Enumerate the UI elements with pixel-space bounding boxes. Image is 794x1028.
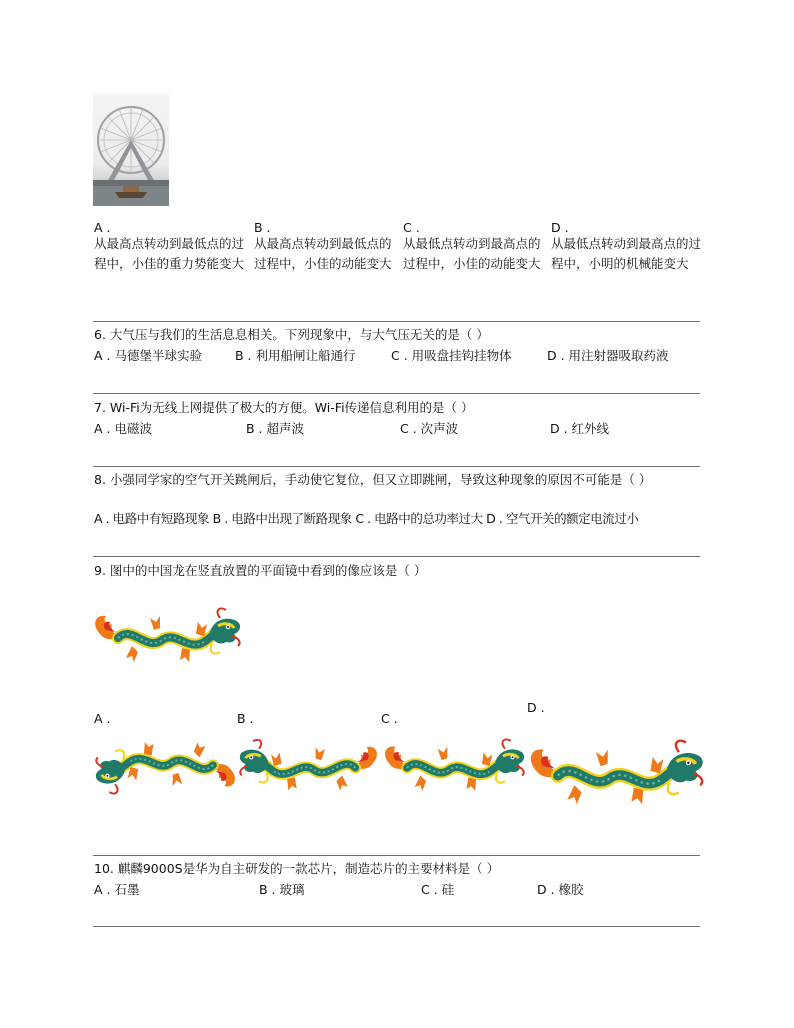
q6-option-a: A . 马德堡半球实验 <box>94 348 202 363</box>
q5-option-a-letter: A . <box>94 220 111 235</box>
q7-option-a: A . 电磁波 <box>94 421 152 436</box>
q10-option-d: D . 橡胶 <box>537 882 584 897</box>
ferris-wheel-photo <box>93 94 169 206</box>
divider <box>93 926 700 927</box>
dragon-option-c-image <box>382 728 526 800</box>
divider <box>93 393 700 394</box>
divider <box>93 321 700 322</box>
q5-option-d-text: 从最低点转动到最高点的过程中，小明的机械能变大 <box>551 236 702 271</box>
q9-stem: 9. 图中的中国龙在竖直放置的平面镜中看到的像应该是（ ） <box>94 563 427 578</box>
q5-option-c-text: 从最低点转动到最高点的过程中，小佳的动能变大 <box>403 236 541 271</box>
q5-option-b-text: 从最高点转动到最低点的过程中，小佳的动能变大 <box>254 236 392 271</box>
q5-option-c-letter: C . <box>403 220 420 235</box>
dragon-original-image <box>92 598 242 670</box>
q8-options: A . 电路中有短路现象 B . 电路中出现了断路现象 C . 电路中的总功率过大 D . 空气开关的额定电流过小 <box>94 511 639 526</box>
divider <box>93 466 700 467</box>
q7-stem: 7. Wi-Fi为无线上网提供了极大的方便。Wi-Fi传递信息利用的是（ ） <box>94 400 474 415</box>
q8-stem: 8. 小强同学家的空气开关跳闸后，手动使它复位，但又立即跳闸，导致这种现象的原因不可能是（ ） <box>94 472 652 487</box>
q5-option-a-text: 从最高点转动到最低点的过程中，小佳的重力势能变大 <box>94 236 245 271</box>
q9-option-c: C . <box>381 711 398 726</box>
dragon-option-d-image <box>527 716 705 826</box>
q6-option-b: B . 利用船闸让船通行 <box>235 348 356 363</box>
divider <box>93 556 700 557</box>
q9-option-a: A . <box>94 711 111 726</box>
dragon-option-a-image <box>94 728 238 810</box>
q6-option-c: C . 用吸盘挂钩挂物体 <box>391 348 512 363</box>
divider <box>93 855 700 856</box>
q10-option-c: C . 硅 <box>421 882 455 897</box>
q5-option-d-letter: D . <box>551 220 569 235</box>
q10-stem: 10. 麒麟9000S是华为自主研发的一款芯片，制造芯片的主要材料是（ ） <box>94 861 500 876</box>
q6-option-d: D . 用注射器吸取药液 <box>547 348 669 363</box>
q10-option-b: B . 玻璃 <box>259 882 305 897</box>
q9-option-b: B . <box>237 711 254 726</box>
q7-option-d: D . 红外线 <box>550 421 610 436</box>
q9-option-d: D . <box>527 700 545 715</box>
q10-option-a: A . 石墨 <box>94 882 140 897</box>
q6-stem: 6. 大气压与我们的生活息息相关。下列现象中，与大气压无关的是（ ） <box>94 327 489 342</box>
q7-option-b: B . 超声波 <box>246 421 304 436</box>
dragon-option-b-image <box>238 728 380 800</box>
q5-option-b-letter: B . <box>254 220 271 235</box>
q7-option-c: C . 次声波 <box>400 421 459 436</box>
